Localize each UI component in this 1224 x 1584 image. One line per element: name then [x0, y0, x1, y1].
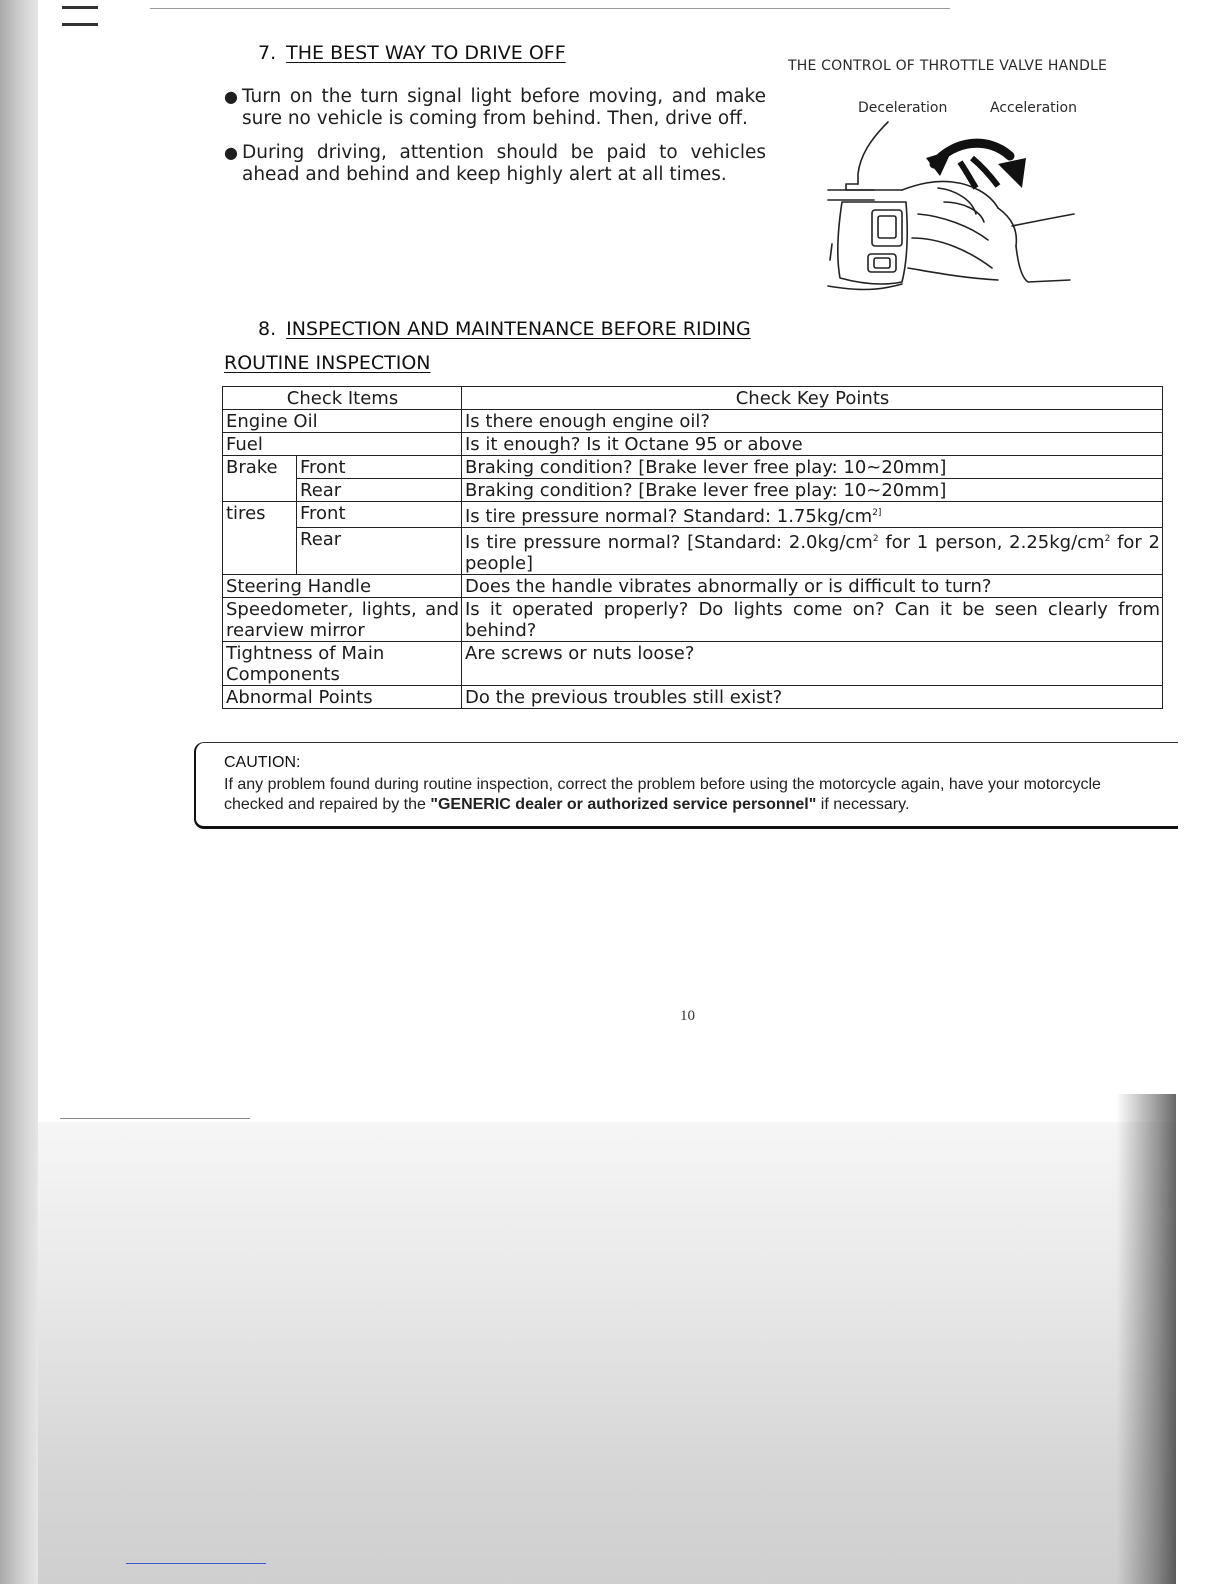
check-point: Are screws or nuts loose? [462, 642, 1163, 686]
scan-shadow-bottom [38, 1122, 1224, 1584]
check-item: Abnormal Points [223, 686, 462, 709]
check-point-text: for 2 people] [465, 532, 1161, 574]
section-7-bullets [224, 86, 766, 198]
corner-mark [62, 6, 98, 26]
check-point [462, 528, 1163, 575]
caution-box [194, 742, 1178, 829]
check-point: Does the handle vibrates abnormally or is difficult to turn? [462, 575, 1163, 598]
page-number: 10 [680, 1008, 695, 1024]
table-row [223, 433, 1163, 456]
table-row [223, 410, 1163, 433]
throttle-hand-illustration-icon [822, 118, 1084, 298]
bullet-text: During driving, attention should be paid to vehicles ahead and behind and keep highly alert at all times. [242, 142, 766, 185]
section-7-title: THE BEST WAY TO DRIVE OFF [286, 42, 566, 64]
check-subitem: Front [297, 456, 462, 479]
check-item: Speedometer, lights, and rearview mirror [223, 598, 462, 642]
check-point-text: Is tire pressure normal? [Standard: 2.0kg/cm [465, 532, 873, 553]
check-item: Tightness of Main Components [223, 642, 462, 686]
section-8-title: INSPECTION AND MAINTENANCE BEFORE RIDING [286, 318, 751, 340]
caution-emphasis: "GENERIC dealer or authorized service personnel" [430, 796, 817, 813]
caution-text: If any problem found during routine inspection, correct the problem before using the motorcycle again, have your motorcycle checked and repaired by the [224, 776, 1101, 813]
check-point: Is there enough engine oil? [462, 410, 1163, 433]
check-point: Do the previous troubles still exist? [462, 686, 1163, 709]
check-point: Is it operated properly? Do lights come on? Can it be seen clearly from behind? [462, 598, 1163, 642]
routine-inspection-heading: ROUTINE INSPECTION [224, 352, 431, 374]
check-point-text: for 1 person, 2.25kg/cm [878, 532, 1105, 553]
check-point: Braking condition? [Brake lever free play: 10~20mm] [462, 479, 1163, 502]
table-header: Check Key Points [462, 387, 1163, 410]
bullet-icon: ● [224, 143, 238, 162]
top-rule [150, 8, 950, 9]
check-item: Engine Oil [223, 410, 462, 433]
check-point: Braking condition? [Brake lever free play: 10~20mm] [462, 456, 1163, 479]
bullet-item [224, 86, 766, 130]
page-edge-line [60, 1118, 250, 1119]
scan-edge-right [1176, 1094, 1224, 1584]
scan-shadow-right [1116, 1094, 1176, 1584]
table-row [223, 456, 1163, 479]
check-subitem: Rear [297, 528, 462, 575]
superscript: 2] [872, 508, 882, 518]
superscript: 2 [1104, 534, 1111, 544]
table-row [223, 686, 1163, 709]
table-row [223, 598, 1163, 642]
caution-body [224, 775, 1164, 815]
scan-shadow-left [0, 0, 38, 1584]
figure-title: THE CONTROL OF THROTTLE VALVE HANDLE [788, 58, 1108, 74]
caution-text: if necessary. [816, 796, 910, 813]
section-7-heading [258, 42, 566, 64]
table-row [223, 575, 1163, 598]
table-header-row [223, 387, 1163, 410]
section-8-number: 8. [258, 318, 277, 340]
caution-title: CAUTION: [224, 754, 301, 771]
check-subitem: Front [297, 502, 462, 528]
check-subitem: Rear [297, 479, 462, 502]
table-row [223, 502, 1163, 528]
table-row [223, 642, 1163, 686]
check-item: Fuel [223, 433, 462, 456]
bullet-text: Turn on the turn signal light before moving, and make sure no vehicle is coming from behind. Then, drive off. [242, 86, 766, 129]
bottom-edge-mark [126, 1563, 266, 1564]
check-point-text: Is tire pressure normal? Standard: 1.75kg/cm [465, 506, 873, 527]
check-item: Brake [223, 456, 297, 502]
bullet-icon: ● [224, 87, 238, 106]
superscript: 2 [872, 534, 879, 544]
check-item: Steering Handle [223, 575, 462, 598]
table-header: Check Items [223, 387, 462, 410]
figure-label-acceleration: Acceleration [990, 100, 1077, 116]
bullet-item [224, 142, 766, 186]
routine-inspection-table [222, 386, 1163, 709]
check-point: Is it enough? Is it Octane 95 or above [462, 433, 1163, 456]
check-point [462, 502, 1163, 528]
section-7-number: 7. [258, 42, 277, 64]
check-item: tires [223, 502, 297, 575]
table-row [223, 479, 1163, 502]
section-8-heading [258, 318, 751, 340]
table-row [223, 528, 1163, 575]
figure-label-deceleration: Deceleration [858, 100, 948, 116]
